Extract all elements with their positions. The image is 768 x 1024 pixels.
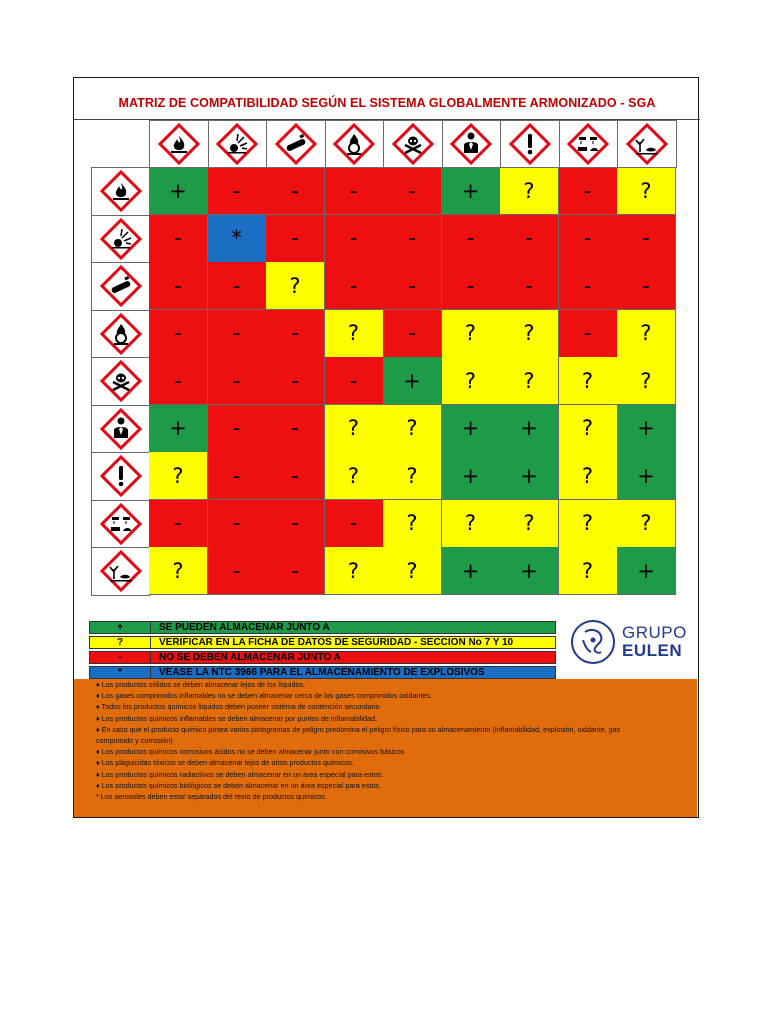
matrix-cell: - xyxy=(325,167,384,215)
row-header-flame-icon xyxy=(91,167,150,216)
row-header-flame-over-circle-icon xyxy=(91,310,150,359)
row-header-health-hazard-icon xyxy=(91,405,150,454)
matrix-cell: ? xyxy=(500,167,559,215)
matrix-cell: - xyxy=(266,547,325,595)
matrix-cell: ? xyxy=(325,310,384,358)
matrix-cell: * xyxy=(208,215,267,263)
exploding-bomb-icon xyxy=(100,218,142,260)
matrix-cell: + xyxy=(383,357,442,405)
column-header-corrosion-icon xyxy=(559,120,619,168)
matrix-cell: + xyxy=(500,405,559,453)
matrix-cell: ? xyxy=(500,310,559,358)
row-header-skull-crossbones-icon xyxy=(91,357,150,406)
matrix-cell: ? xyxy=(383,547,442,595)
flame-icon xyxy=(158,123,200,165)
matrix-cell: + xyxy=(500,547,559,595)
matrix-cell: - xyxy=(617,262,676,310)
note-item: ♦ Los productos químicos corrosivos ácidos no se deben almacenar junto con corrosivos básicos xyxy=(96,747,405,757)
matrix-cell: ? xyxy=(325,405,384,453)
matrix-cell: - xyxy=(442,262,501,310)
matrix-cell: ? xyxy=(559,500,618,548)
matrix-cell: - xyxy=(559,215,618,263)
note-item: ♦ Todos los productos químicos líquidos deben poseer sistema de contención secundario xyxy=(96,702,380,712)
column-header-exclamation-icon xyxy=(500,120,560,168)
matrix-cell: - xyxy=(559,167,618,215)
matrix-cell: - xyxy=(208,310,267,358)
legend-row-incompatible xyxy=(89,651,556,664)
matrix-cell: ? xyxy=(149,452,208,500)
legend-text: SE PUEDEN ALMACENAR JUNTO A xyxy=(159,622,330,633)
matrix-cell: ? xyxy=(559,357,618,405)
matrix-cell: - xyxy=(383,215,442,263)
note-item: ♦ Los productos sólidos se deben almacenar lejos de los líquidos. xyxy=(96,680,306,689)
matrix-cell: - xyxy=(559,262,618,310)
column-header-skull-crossbones-icon xyxy=(383,120,443,168)
matrix-cell: - xyxy=(266,310,325,358)
matrix-cell: ? xyxy=(383,405,442,453)
matrix-cell: ? xyxy=(617,357,676,405)
matrix-cell: ? xyxy=(559,452,618,500)
skull-crossbones-icon xyxy=(392,123,434,165)
note-item: ♦ Los gases comprimidos inflamables no se deben almacenar cerca de los gases comprimidos oxidantes. xyxy=(96,691,433,701)
matrix-cell: ? xyxy=(383,500,442,548)
compatibility-sheet xyxy=(73,77,699,818)
logo-emblem-icon xyxy=(571,620,615,664)
matrix-cell: - xyxy=(500,215,559,263)
legend-row-compatible xyxy=(89,621,556,634)
legend-row-explosives xyxy=(89,666,556,679)
matrix-cell: + xyxy=(617,547,676,595)
matrix-cell: ? xyxy=(617,167,676,215)
matrix-cell: - xyxy=(383,262,442,310)
matrix-cell: - xyxy=(325,357,384,405)
matrix-cell: + xyxy=(442,452,501,500)
column-header-gas-cylinder-icon xyxy=(266,120,326,168)
matrix-cell: - xyxy=(149,262,208,310)
environment-icon xyxy=(100,550,142,592)
matrix-cell: ? xyxy=(266,262,325,310)
matrix-cell: - xyxy=(559,310,618,358)
matrix-cell: ? xyxy=(325,452,384,500)
matrix-cell: - xyxy=(208,500,267,548)
column-header-flame-icon xyxy=(149,120,209,168)
matrix-cell: - xyxy=(149,357,208,405)
legend-row-verify xyxy=(89,636,556,649)
matrix-cell: ? xyxy=(442,310,501,358)
matrix-cell: - xyxy=(266,357,325,405)
row-header-gas-cylinder-icon xyxy=(91,262,150,311)
matrix-cell: + xyxy=(617,452,676,500)
matrix-cell: - xyxy=(500,262,559,310)
gas-cylinder-icon xyxy=(275,123,317,165)
health-hazard-icon xyxy=(100,408,142,450)
page-title: MATRIZ DE COMPATIBILIDAD SEGÚN EL SISTEMA GLOBALMENTE ARMONIZADO - SGA xyxy=(118,96,656,110)
matrix-cell: ? xyxy=(500,500,559,548)
note-item: ♦ Los productos químicos biológicos se deben almacenar en un área especial para estos. xyxy=(96,780,381,790)
matrix-cell: - xyxy=(208,547,267,595)
column-header-environment-icon xyxy=(617,120,677,168)
legend-symbol: * xyxy=(90,667,151,678)
note-item: ♦ Los productos químicos radiactivos se deben almacenar en un área especial para estos. xyxy=(96,769,384,779)
matrix-cell: - xyxy=(266,405,325,453)
grupo-eulen-logo xyxy=(571,619,685,667)
exclamation-icon xyxy=(100,455,142,497)
matrix-cell: - xyxy=(442,215,501,263)
legend-text: VEASE LA NTC 3966 PARA EL ALMACENAMIENTO DE EXPLOSIVOS xyxy=(159,667,485,678)
matrix-cell: - xyxy=(266,167,325,215)
exploding-bomb-icon xyxy=(216,123,258,165)
matrix-cell: ? xyxy=(559,405,618,453)
matrix-cell: - xyxy=(208,262,267,310)
health-hazard-icon xyxy=(450,123,492,165)
logo-line-2: EULEN xyxy=(622,641,683,660)
matrix-cell: - xyxy=(617,215,676,263)
legend-text: VERIFICAR EN LA FICHA DE DATOS DE SEGURIDAD - SECCION No 7 Y 10 xyxy=(159,637,514,648)
matrix-cell: ? xyxy=(149,547,208,595)
matrix-cell: - xyxy=(208,167,267,215)
legend-symbol: ? xyxy=(90,637,151,648)
environment-icon xyxy=(626,123,668,165)
matrix-cell: - xyxy=(149,310,208,358)
matrix-cell: - xyxy=(383,310,442,358)
flame-icon xyxy=(100,170,142,212)
legend-symbol: - xyxy=(90,652,151,663)
skull-crossbones-icon xyxy=(100,360,142,402)
storage-notes xyxy=(74,679,697,817)
row-header-corrosion-icon xyxy=(91,500,150,549)
column-header-flame-over-circle-icon xyxy=(325,120,385,168)
matrix-cell: ? xyxy=(442,357,501,405)
legend-text: NO SE DEBEN ALMACENAR JUNTO A xyxy=(159,652,341,663)
matrix-cell: ? xyxy=(442,500,501,548)
matrix-cell: - xyxy=(208,405,267,453)
note-item: ♦ Los plaguicidas tóxicos se deben almacenar lejos de otros productos químicos. xyxy=(96,758,354,768)
matrix-cell: - xyxy=(149,215,208,263)
matrix-cell: ? xyxy=(559,547,618,595)
matrix-cell: + xyxy=(500,452,559,500)
matrix-cell: - xyxy=(208,357,267,405)
matrix-cell: - xyxy=(325,262,384,310)
matrix-cell: ? xyxy=(383,452,442,500)
matrix-cell: + xyxy=(442,167,501,215)
row-header-exploding-bomb-icon xyxy=(91,215,150,264)
matrix-cell: - xyxy=(208,452,267,500)
matrix-cell: - xyxy=(325,500,384,548)
row-header-exclamation-icon xyxy=(91,452,150,501)
matrix-cell: + xyxy=(149,405,208,453)
legend-symbol: + xyxy=(90,622,151,633)
matrix-cell: - xyxy=(266,500,325,548)
matrix-cell: + xyxy=(442,405,501,453)
matrix-cell: ? xyxy=(500,357,559,405)
matrix-cell: + xyxy=(149,167,208,215)
matrix-cell: - xyxy=(325,215,384,263)
corrosion-icon xyxy=(100,503,142,545)
column-header-exploding-bomb-icon xyxy=(208,120,268,168)
matrix-cell: ? xyxy=(325,547,384,595)
flame-over-circle-icon xyxy=(333,123,375,165)
gas-cylinder-icon xyxy=(100,265,142,307)
matrix-cell: + xyxy=(617,405,676,453)
matrix-cell: - xyxy=(266,215,325,263)
logo-line-1: GRUPO xyxy=(622,623,687,642)
corrosion-icon xyxy=(567,123,609,165)
matrix-cell: ? xyxy=(617,310,676,358)
note-item: ♦ En caso que el producto químico posea varios pictogramas de peligro predomina el peligro físico para su almacenamiento (Inflamabilidad, explosión, oxidante, gas comprimido y corrosión) xyxy=(96,724,621,746)
matrix-cell: ? xyxy=(617,500,676,548)
note-item: * Los aerosoles deben estar separados del resto de productos químicos. xyxy=(96,792,327,802)
exclamation-icon xyxy=(509,123,551,165)
note-item: ♦ Los productos químicos inflamables se deben almacenar por puntos de inflamabilidad. xyxy=(96,713,377,723)
matrix-cell: - xyxy=(383,167,442,215)
matrix-cell: - xyxy=(149,500,208,548)
column-header-health-hazard-icon xyxy=(442,120,502,168)
matrix-cell: + xyxy=(442,547,501,595)
matrix-corner xyxy=(91,120,149,167)
row-header-environment-icon xyxy=(91,547,150,596)
matrix-cell: - xyxy=(266,452,325,500)
flame-over-circle-icon xyxy=(100,313,142,355)
